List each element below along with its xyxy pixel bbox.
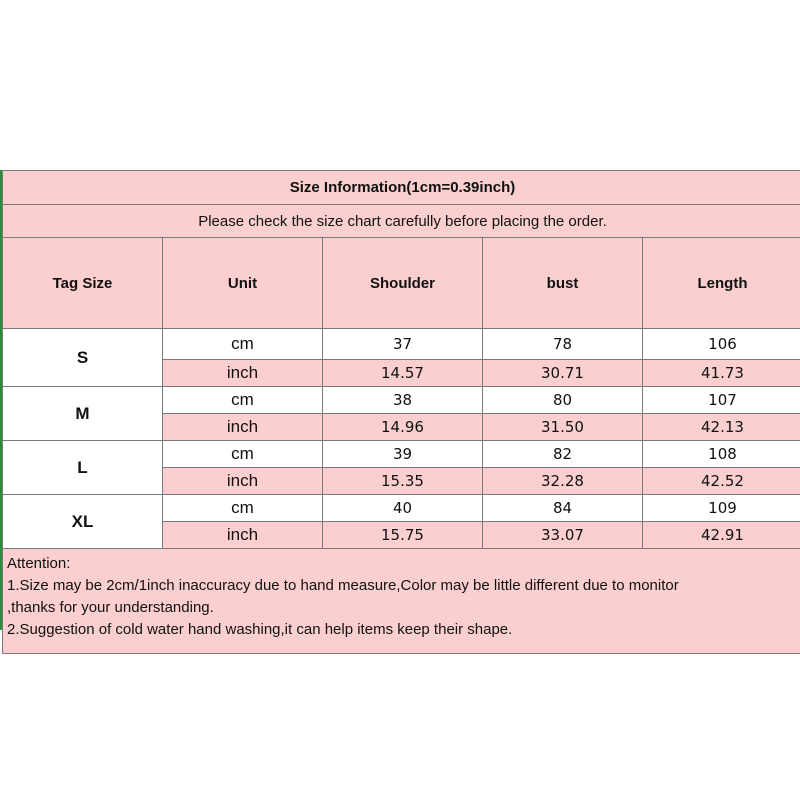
shoulder-cell: 14.57 (323, 360, 483, 387)
header-bust: bust (483, 238, 643, 329)
unit-cell: inch (163, 360, 323, 387)
unit-cell: cm (163, 329, 323, 360)
attention-notes (3, 549, 800, 654)
length-cell: 41.73 (643, 360, 800, 387)
bust-cell: 80 (483, 387, 643, 414)
bust-cell: 78 (483, 329, 643, 360)
length-cell: 108 (643, 441, 800, 468)
unit-cell: cm (163, 387, 323, 414)
shoulder-cell: 40 (323, 495, 483, 522)
length-cell: 42.52 (643, 468, 800, 495)
unit-cell: cm (163, 441, 323, 468)
shoulder-cell: 39 (323, 441, 483, 468)
tag-size-cell: S (3, 329, 163, 387)
chart-title: Size Information(1cm=0.39inch) (3, 171, 800, 205)
bust-cell: 84 (483, 495, 643, 522)
table-row (3, 495, 800, 522)
unit-cell: inch (163, 414, 323, 441)
header-shoulder: Shoulder (323, 238, 483, 329)
length-cell: 42.13 (643, 414, 800, 441)
chart-subtitle: Please check the size chart carefully before placing the order. (3, 205, 800, 238)
shoulder-cell: 15.35 (323, 468, 483, 495)
length-cell: 109 (643, 495, 800, 522)
tag-size-cell: XL (3, 495, 163, 549)
bust-cell: 30.71 (483, 360, 643, 387)
size-table (2, 170, 800, 654)
table-row (3, 387, 800, 414)
bust-cell: 32.28 (483, 468, 643, 495)
attention-line-1: 1.Size may be 2cm/1inch inaccuracy due to hand measure,Color may be little different due to monitor (7, 577, 679, 594)
header-tag-size: Tag Size (3, 238, 163, 329)
unit-cell: cm (163, 495, 323, 522)
shoulder-cell: 37 (323, 329, 483, 360)
length-cell: 42.91 (643, 522, 800, 549)
bust-cell: 33.07 (483, 522, 643, 549)
length-cell: 106 (643, 329, 800, 360)
table-row (3, 441, 800, 468)
length-cell: 107 (643, 387, 800, 414)
shoulder-cell: 14.96 (323, 414, 483, 441)
table-row (3, 329, 800, 360)
shoulder-cell: 38 (323, 387, 483, 414)
header-unit: Unit (163, 238, 323, 329)
tag-size-cell: M (3, 387, 163, 441)
shoulder-cell: 15.75 (323, 522, 483, 549)
tag-size-cell: L (3, 441, 163, 495)
bust-cell: 31.50 (483, 414, 643, 441)
bust-cell: 82 (483, 441, 643, 468)
unit-cell: inch (163, 522, 323, 549)
size-chart (0, 170, 800, 638)
attention-line-1-continued: ,thanks for your understanding. (7, 599, 214, 616)
header-length: Length (643, 238, 800, 329)
header-row (3, 238, 800, 329)
attention-heading: Attention: (7, 555, 71, 572)
unit-cell: inch (163, 468, 323, 495)
attention-line-2: 2.Suggestion of cold water hand washing,it can help items keep their shape. (7, 621, 513, 638)
